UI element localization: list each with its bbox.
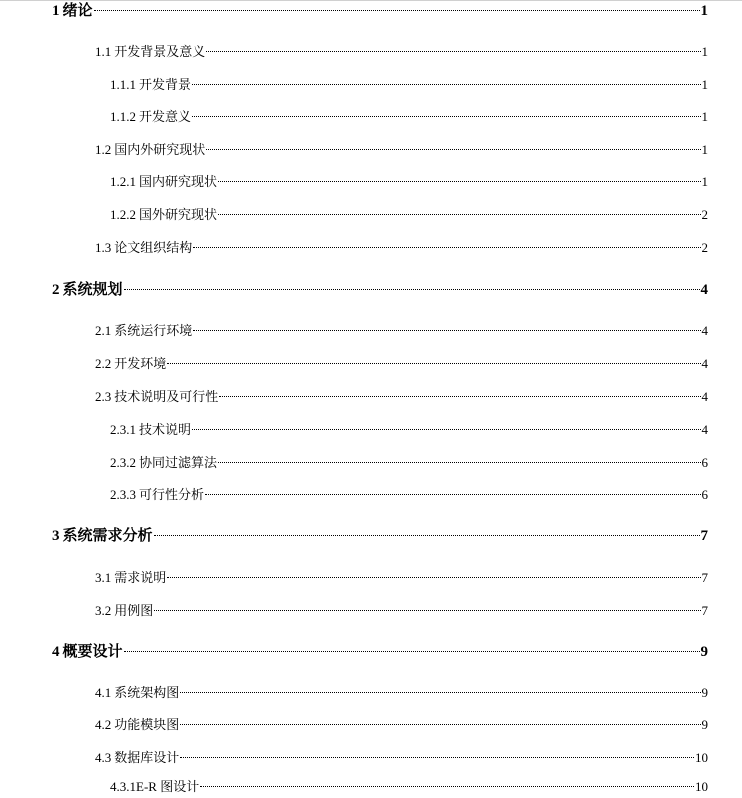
toc-leader-dots	[180, 692, 700, 693]
toc-entry-number: 4.2	[95, 717, 112, 732]
toc-entry-title: 用例图	[114, 603, 154, 618]
toc-entry-title: 数据库设计	[114, 750, 180, 765]
toc-entry-number: 3.2	[95, 603, 112, 618]
toc-entry-number: 3.1	[95, 570, 112, 585]
toc-entry-section-1-2[interactable]	[95, 139, 708, 161]
toc-leader-dots	[193, 330, 700, 331]
toc-leader-dots	[218, 462, 700, 463]
toc-entry-page: 7	[700, 528, 708, 544]
toc-entry-page: 4	[701, 422, 708, 437]
toc-entry-subsection-2-3-1[interactable]	[110, 419, 708, 441]
toc-entry-title: 技术说明	[139, 422, 192, 437]
toc-entry-chapter-4[interactable]	[52, 641, 708, 663]
toc-entry-subsection-2-3-2[interactable]	[110, 452, 708, 474]
toc-entry-title: 协同过滤算法	[139, 455, 218, 470]
toc-entry-title: E-R 图设计	[136, 779, 200, 794]
toc-entry-title: 可行性分析	[139, 487, 205, 502]
toc-entry-number: 2.3.3	[110, 487, 136, 502]
toc-leader-dots	[154, 610, 700, 611]
toc-entry-page: 1	[701, 77, 708, 92]
toc-leader-dots	[180, 757, 694, 758]
toc-entry-section-1-1[interactable]	[95, 41, 708, 63]
toc-entry-section-2-1[interactable]	[95, 320, 708, 342]
toc-entry-title: 绪论	[62, 3, 93, 19]
toc-leader-dots	[94, 10, 700, 11]
toc-leader-dots	[167, 577, 700, 578]
toc-entry-title: 系统运行环境	[114, 323, 193, 338]
toc-entry-section-3-1[interactable]	[95, 567, 708, 589]
toc-entry-number: 4	[52, 644, 60, 660]
toc-leader-dots	[180, 724, 700, 725]
toc-entry-page: 2	[701, 207, 708, 222]
toc-leader-dots	[192, 429, 700, 430]
toc-leader-dots	[205, 494, 700, 495]
toc-entry-page: 4	[701, 389, 708, 404]
toc-entry-title: 开发意义	[139, 109, 192, 124]
toc-entry-title: 国内外研究现状	[114, 142, 206, 157]
toc-entry-page: 10	[695, 779, 708, 794]
toc-entry-page: 7	[701, 570, 708, 585]
toc-leader-dots	[193, 247, 700, 248]
toc-entry-number: 4.3.1	[110, 779, 136, 794]
toc-entry-chapter-3[interactable]	[52, 525, 708, 547]
toc-entry-section-4-2[interactable]	[95, 714, 708, 736]
toc-entry-page: 2	[701, 240, 708, 255]
toc-entry-number: 2.2	[95, 356, 112, 371]
toc-entry-page: 10	[695, 750, 708, 765]
toc-entry-page: 4	[701, 356, 708, 371]
toc-leader-dots	[192, 116, 700, 117]
toc-entry-title: 系统架构图	[114, 685, 180, 700]
toc-entry-subsection-1-1-1[interactable]	[110, 74, 708, 96]
toc-entry-page: 6	[701, 487, 708, 502]
toc-entry-number: 1.2.1	[110, 174, 136, 189]
toc-leader-dots	[206, 149, 700, 150]
toc-entry-number: 2.3.2	[110, 455, 136, 470]
toc-entry-section-2-3[interactable]	[95, 386, 708, 408]
toc-entry-page: 1	[701, 142, 708, 157]
toc-entry-subsection-1-2-2[interactable]	[110, 204, 708, 226]
toc-entry-page: 1	[700, 3, 708, 19]
toc-entry-page: 4	[701, 323, 708, 338]
toc-leader-dots	[218, 214, 700, 215]
toc-leader-dots	[154, 535, 700, 536]
toc-entry-number: 1.2	[95, 142, 112, 157]
toc-entry-number: 1	[52, 3, 60, 19]
toc-entry-section-3-2[interactable]	[95, 600, 708, 622]
toc-entry-title: 国内研究现状	[139, 174, 218, 189]
toc-entry-subsection-1-2-1[interactable]	[110, 171, 708, 193]
toc-entry-title: 系统需求分析	[62, 528, 153, 544]
toc-entry-number: 4.1	[95, 685, 112, 700]
toc-entry-page: 9	[700, 644, 708, 660]
toc-entry-number: 1.1.1	[110, 77, 136, 92]
toc-leader-dots	[124, 289, 700, 290]
toc-entry-page: 9	[701, 685, 708, 700]
toc-leader-dots	[124, 651, 700, 652]
toc-entry-number: 2	[52, 282, 60, 298]
toc-entry-page: 1	[701, 174, 708, 189]
toc-entry-number: 4.3	[95, 750, 112, 765]
toc-entry-section-2-2[interactable]	[95, 353, 708, 375]
toc-entry-number: 1.1	[95, 44, 112, 59]
toc-leader-dots	[192, 84, 700, 85]
toc-entry-title: 国外研究现状	[139, 207, 218, 222]
toc-entry-number: 2.1	[95, 323, 112, 338]
toc-leader-dots	[206, 51, 700, 52]
toc-leader-dots	[167, 363, 700, 364]
toc-entry-subsection-1-1-2[interactable]	[110, 106, 708, 128]
toc-entry-page: 7	[701, 603, 708, 618]
toc-entry-page: 4	[700, 282, 708, 298]
toc-leader-dots	[219, 396, 700, 397]
toc-entry-title: 论文组织结构	[114, 240, 193, 255]
toc-entry-subsection-4-3-1[interactable]	[110, 776, 708, 798]
toc-entry-title: 技术说明及可行性	[114, 389, 219, 404]
toc-entry-page: 6	[701, 455, 708, 470]
toc-entry-number: 1.3	[95, 240, 112, 255]
toc-entry-page: 1	[701, 44, 708, 59]
toc-entry-number: 1.1.2	[110, 109, 136, 124]
toc-leader-dots	[200, 786, 694, 787]
toc-entry-section-4-1[interactable]	[95, 682, 708, 704]
toc-entry-section-4-3[interactable]	[95, 747, 708, 769]
toc-entry-number: 2.3.1	[110, 422, 136, 437]
toc-entry-chapter-1[interactable]	[52, 0, 708, 22]
toc-entry-page: 9	[701, 717, 708, 732]
toc-entry-section-1-3[interactable]	[95, 237, 708, 259]
toc-entry-title: 开发环境	[114, 356, 167, 371]
toc-entry-page: 1	[701, 109, 708, 124]
toc-entry-title: 开发背景	[139, 77, 192, 92]
toc-entry-subsection-2-3-3[interactable]	[110, 484, 708, 506]
toc-entry-title: 概要设计	[62, 644, 123, 660]
toc-entry-title: 需求说明	[114, 570, 167, 585]
toc-entry-number: 1.2.2	[110, 207, 136, 222]
toc-entry-title: 系统规划	[62, 282, 123, 298]
toc-leader-dots	[218, 181, 700, 182]
toc-entry-title: 功能模块图	[114, 717, 180, 732]
toc-entry-chapter-2[interactable]	[52, 279, 708, 301]
toc-entry-number: 3	[52, 528, 60, 544]
toc-entry-title: 开发背景及意义	[114, 44, 206, 59]
toc-entry-number: 2.3	[95, 389, 112, 404]
